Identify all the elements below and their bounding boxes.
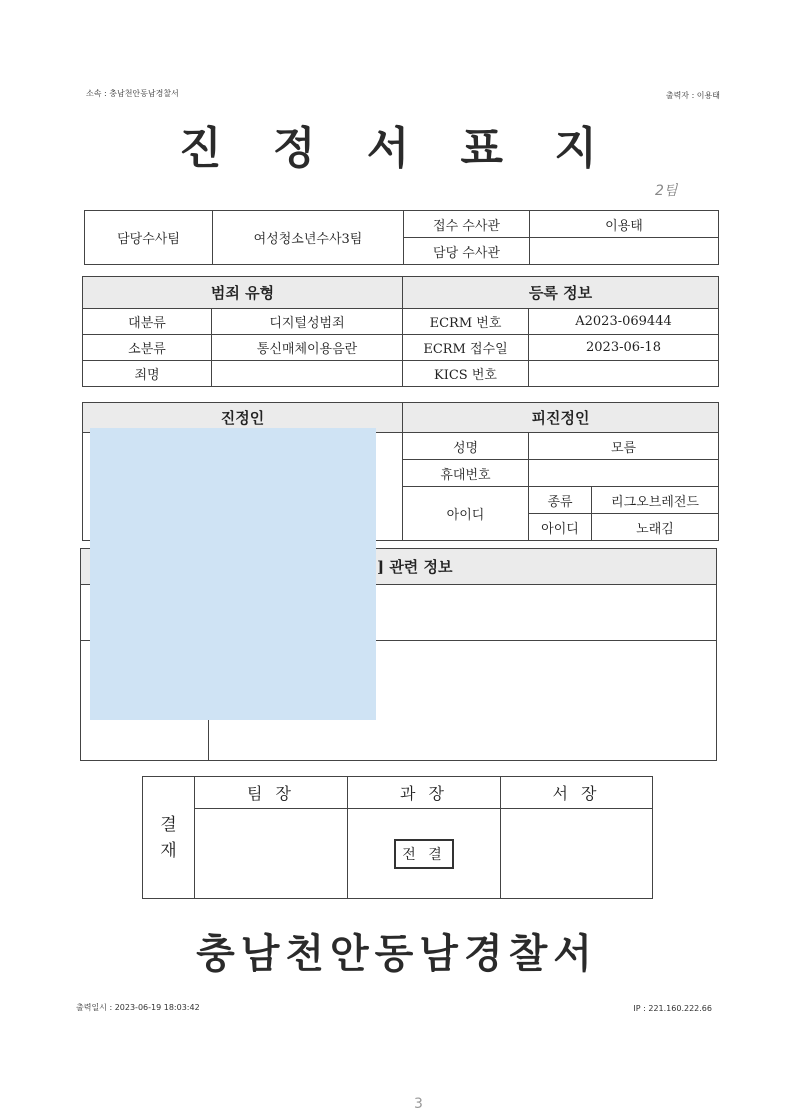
receiver-label: 접수 수사관 (404, 211, 530, 238)
team-lead-header: 팀 장 (195, 777, 348, 809)
team-label: 담당수사팀 (85, 211, 213, 265)
related-info-header: ] 관련 정보 (81, 549, 717, 585)
chief-header: 서 장 (501, 777, 653, 809)
phone-label: 휴대번호 (403, 460, 529, 487)
minor-category-value: 통신매체이용음란 (212, 335, 403, 361)
ecrm-number-value: A2023-069444 (529, 309, 719, 335)
crime-type-header: 범죄 유형 (83, 277, 403, 309)
petitioner-header: 진정인 (83, 403, 403, 433)
charge-value (212, 361, 403, 387)
kics-value (529, 361, 719, 387)
approval-table (142, 776, 653, 899)
ip-address: IP : 221.160.222.66 (633, 1004, 712, 1013)
print-datetime: 출력일시 : 2023-06-19 18:03:42 (76, 1003, 200, 1012)
id-value: 노래김 (592, 514, 719, 541)
respondent-header: 피진정인 (403, 403, 719, 433)
ecrm-date-value: 2023-06-18 (529, 335, 719, 361)
redaction-block (90, 428, 376, 720)
ecrm-number-label: ECRM 번호 (403, 309, 529, 335)
id-sub-label: 아이디 (529, 514, 592, 541)
kind-label: 종류 (529, 487, 592, 514)
printed-by-text: 출력자 : 이용태 (665, 91, 720, 100)
charge-label: 죄명 (83, 361, 212, 387)
ecrm-date-label: ECRM 접수일 (403, 335, 529, 361)
delegated-approval-seal: 전 결 (394, 839, 454, 869)
section-chief-sign-cell (348, 809, 501, 899)
minor-category-label: 소분류 (83, 335, 212, 361)
major-category-value: 디지털성범죄 (212, 309, 403, 335)
id-label: 아이디 (403, 487, 529, 541)
approval-side-label-1: 결 (160, 814, 177, 835)
name-value: 모름 (529, 433, 719, 460)
name-label: 성명 (403, 433, 529, 460)
crime-table (82, 276, 719, 387)
page-number: 3 (414, 1096, 423, 1112)
affiliation-text: 소속 : 충남천안동남경찰서 (86, 89, 179, 98)
document-title: 진 정 서 표 지 (179, 123, 615, 174)
approval-side-label-2: 재 (160, 840, 177, 861)
phone-value (529, 460, 719, 487)
approval-side-label (143, 777, 195, 899)
kics-label: KICS 번호 (403, 361, 529, 387)
handwritten-note: 2팀 (655, 183, 678, 199)
team-value: 여성청소년수사3팀 (213, 211, 404, 265)
kind-value: 리그오브레전드 (592, 487, 719, 514)
team-lead-sign-cell (195, 809, 348, 899)
station-name: 충남천안동남경찰서 (196, 930, 598, 977)
section-chief-header: 과 장 (348, 777, 501, 809)
registration-header: 등록 정보 (403, 277, 719, 309)
handler-value (530, 238, 719, 265)
handler-label: 담당 수사관 (404, 238, 530, 265)
assignment-table (84, 210, 719, 265)
major-category-label: 대분류 (83, 309, 212, 335)
receiver-value: 이용태 (530, 211, 719, 238)
chief-sign-cell (501, 809, 653, 899)
